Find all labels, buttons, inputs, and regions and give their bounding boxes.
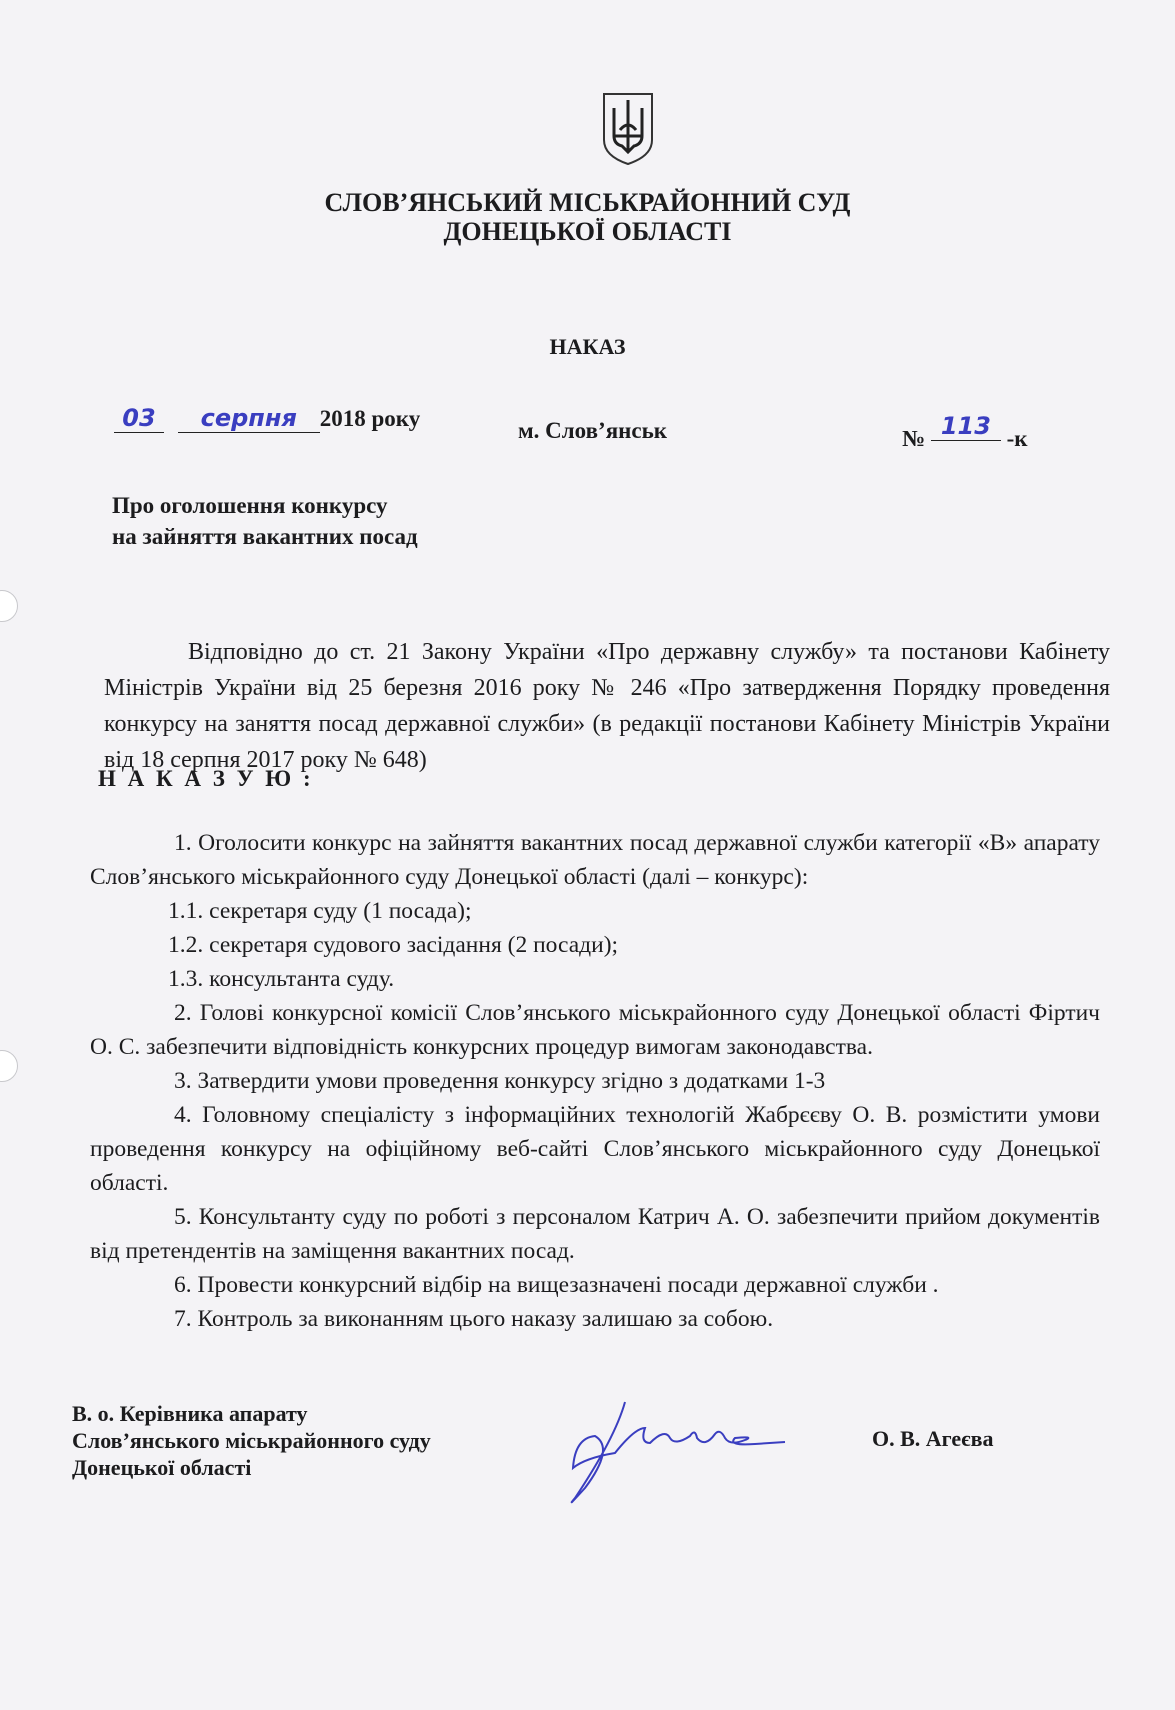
signatory-name: О. В. Агеєва (872, 1426, 994, 1451)
decree-item: 7. Контроль за виконанням цього наказу залишаю за собою. (174, 1306, 774, 1332)
signatory-title-line2: Слов’янського міськрайонного суду (72, 1428, 431, 1453)
number-prefix: № (902, 426, 926, 451)
decree-item: 1.2. секретаря судового засідання (2 посади); (168, 932, 619, 958)
document-date (114, 404, 420, 433)
subject-line1: Про оголошення конкурсу (112, 493, 388, 518)
court-name-line1: СЛОВ’ЯНСЬКИЙ МІСЬКРАЙОННИЙ СУД (324, 188, 851, 217)
court-name-line2: ДОНЕЦЬКОЇ ОБЛАСТІ (443, 217, 732, 246)
tryzub-emblem-icon (600, 90, 656, 166)
decree-item: 2. Голові конкурсної комісії Слов’янського міськрайонного суду Донецької області Фіртич О. С. забезпечити відповідність конкурсних процедур вимогам законодавства. (90, 1000, 1100, 1060)
signatory-title-line3: Донецької області (72, 1455, 252, 1480)
date-day: 03 (114, 404, 164, 433)
preamble (104, 634, 1110, 778)
number-value: 113 (931, 412, 1001, 441)
signatory-title (72, 1400, 431, 1481)
date-year: 2018 року (319, 406, 421, 431)
decree-item: 4. Головному спеціалісту з інформаційних технологій Жабрєєву О. В. розмістити умови проведення конкурсу на офіційному веб-сайті Слов’янського міськрайонного суду Донецької області. (90, 1102, 1100, 1196)
preamble-text: Відповідно до ст. 21 Закону України «Про державну службу» та постанови Кабінету Міністрів України від 25 березня 2016 року № 246 «Про затвердження Порядку проведення конкурсу на заняття посад державної служби» (в редакції постанови Кабінету Міністрів України від 18 серпня 2017 року № 648) (104, 639, 1110, 773)
handwritten-signature (555, 1398, 795, 1513)
decree-item: 1.1. секретаря суду (1 посада); (168, 898, 472, 924)
decree-item: 1. Оголосити конкурс на зайняття вакантних посад державної служби категорії «В» апарату Слов’янського міськрайонного суду Донецької області (далі – конкурс): (90, 830, 1100, 890)
decree-item: 6. Провести конкурсний відбір на вищезазначені посади державної служби . (174, 1272, 939, 1298)
document-type: НАКАЗ (549, 334, 626, 359)
punch-hole (0, 1050, 18, 1082)
subject-line2: на зайняття вакантних посад (112, 524, 418, 549)
decree-item: 5. Консультанту суду по роботі з персоналом Катрич А. О. забезпечити прийом документів від претендентів на заміщення вакантних посад. (90, 1204, 1100, 1264)
decree-items (90, 826, 1100, 1336)
number-suffix: -к (1006, 426, 1028, 451)
decree-word: Н А К А З У Ю : (98, 766, 314, 791)
date-month: серпня (178, 404, 320, 433)
decree-item: 3. Затвердити умови проведення конкурсу згідно з додатками 1-3 (174, 1068, 826, 1094)
document-number (902, 412, 1028, 453)
signatory-title-line1: В. о. Керівника апарату (72, 1401, 308, 1426)
decree-item: 1.3. консультанта суду. (168, 966, 395, 992)
court-name (0, 188, 1175, 246)
document-city: м. Слов’янськ (518, 418, 668, 443)
document-subject (112, 490, 418, 552)
punch-hole (0, 590, 18, 622)
